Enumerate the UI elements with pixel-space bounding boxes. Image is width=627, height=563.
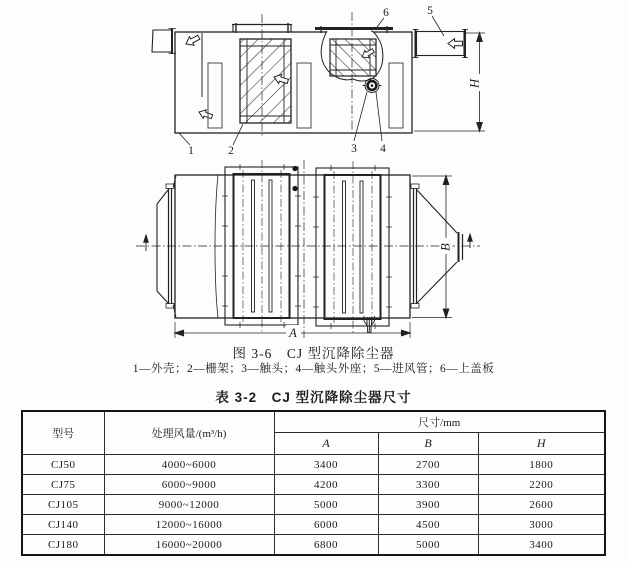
table-row <box>22 455 605 475</box>
cell-b: 5000 <box>378 535 478 556</box>
dimension-table <box>21 410 606 556</box>
col-header-size-group: 尺寸/mm <box>274 411 605 433</box>
table-row <box>22 515 605 535</box>
col-header-b: B <box>378 433 478 455</box>
cell-h: 3000 <box>478 515 605 535</box>
cell-b: 3300 <box>378 475 478 495</box>
contact-dot <box>292 166 297 171</box>
cell-a: 6000 <box>274 515 378 535</box>
flow-arrow-icon <box>197 108 213 121</box>
cell-airflow: 12000~16000 <box>104 515 274 535</box>
inlet-duct <box>413 29 469 58</box>
cell-h: 1800 <box>478 455 605 475</box>
callout-5: 5 <box>427 5 433 17</box>
col-header-h: H <box>478 433 605 455</box>
callout-2: 2 <box>228 145 234 157</box>
cell-a: 5000 <box>274 495 378 515</box>
cell-airflow: 9000~12000 <box>104 495 274 515</box>
table-row <box>22 475 605 495</box>
side-elevation-view <box>152 5 486 157</box>
cell-h: 2600 <box>478 495 605 515</box>
shell-outline-plan <box>175 175 410 318</box>
cell-model: CJ140 <box>22 515 104 535</box>
plan-view <box>136 160 480 340</box>
callout-leaders <box>179 16 444 145</box>
cell-model: CJ105 <box>22 495 104 515</box>
cell-a: 3400 <box>274 455 378 475</box>
cell-airflow: 16000~20000 <box>104 535 274 556</box>
cell-airflow: 4000~6000 <box>104 455 274 475</box>
table-row <box>22 495 605 515</box>
cell-a: 6800 <box>274 535 378 556</box>
col-header-a: A <box>274 433 378 455</box>
table-row <box>22 535 605 556</box>
dimension-b <box>412 176 453 318</box>
cell-model: CJ75 <box>22 475 104 495</box>
callout-6: 6 <box>383 7 389 19</box>
cell-model: CJ180 <box>22 535 104 556</box>
cell-a: 4200 <box>274 475 378 495</box>
dimension-h <box>414 33 486 131</box>
dimension-label-h: H <box>467 78 482 88</box>
figure-caption: 图 3-6 CJ 型沉降除尘器 <box>232 346 395 361</box>
callout-3: 3 <box>351 143 357 155</box>
outlet-end <box>157 176 176 317</box>
callout-1: 1 <box>188 145 194 157</box>
cell-h: 2200 <box>478 475 605 495</box>
cell-b: 4500 <box>378 515 478 535</box>
cell-model: CJ50 <box>22 455 104 475</box>
callout-4: 4 <box>380 143 386 155</box>
cell-airflow: 6000~9000 <box>104 475 274 495</box>
dimension-label-a: A <box>289 326 297 340</box>
col-header-model: 型号 <box>22 411 104 455</box>
dimension-label-b: B <box>438 243 453 251</box>
cell-b: 3900 <box>378 495 478 515</box>
contact-dot <box>292 186 297 191</box>
cell-h: 3400 <box>478 535 605 556</box>
cell-b: 2700 <box>378 455 478 475</box>
table-title: 表 3-2 CJ 型沉降除尘器尺寸 <box>215 390 412 405</box>
grid-frame-2 <box>313 161 392 333</box>
col-header-airflow: 处理风量/(m³/h) <box>104 411 274 455</box>
flow-arrow-icon <box>184 33 201 48</box>
flow-arrow-icon <box>448 39 463 49</box>
figure-legend: 1—外壳；2—栅架；3—触头；4—触头外座；5—进风管；6—上盖板 <box>132 363 495 375</box>
